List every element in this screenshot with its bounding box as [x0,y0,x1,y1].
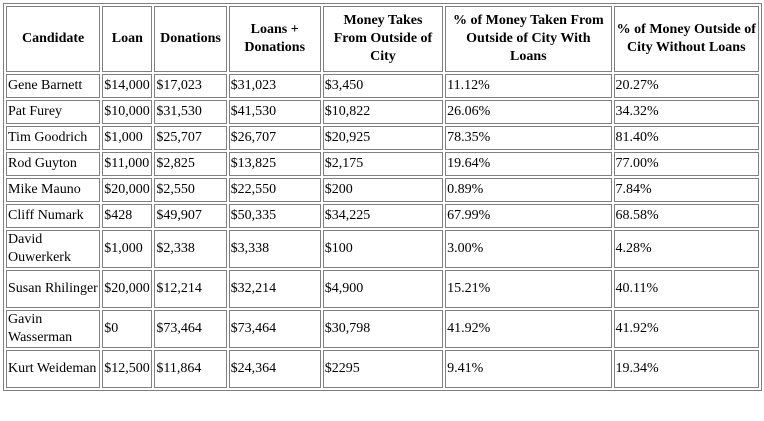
candidate-name: David Ouwerkerk [6,230,100,268]
header-loans-plus-donations: Loans + Donations [229,6,321,72]
loan-cell: $1,000 [102,230,152,268]
donations-cell: $25,707 [154,126,226,150]
donations-cell: $31,530 [154,100,226,124]
pct-without-loans-cell: 34.32% [614,100,759,124]
loan-cell: $11,000 [102,152,152,176]
loan-cell: $0 [102,310,152,348]
candidate-name: Rod Guyton [6,152,100,176]
total-cell: $32,214 [229,270,321,308]
total-cell: $31,023 [229,74,321,98]
candidate-name: Susan Rhilinger [6,270,100,308]
total-cell: $13,825 [229,152,321,176]
total-cell: $73,464 [229,310,321,348]
donations-cell: $17,023 [154,74,226,98]
candidate-name: Cliff Numark [6,204,100,228]
candidate-finance-table [3,3,762,391]
donations-cell: $2,550 [154,178,226,202]
total-cell: $24,364 [229,350,321,388]
outside-money-cell: $30,798 [323,310,443,348]
pct-without-loans-cell: 4.28% [614,230,759,268]
header-money-outside-city: Money Takes From Outside of City [323,6,443,72]
outside-money-cell: $3,450 [323,74,443,98]
table-row [6,204,759,228]
pct-with-loans-cell: 78.35% [445,126,611,150]
candidate-name: Tim Goodrich [6,126,100,150]
outside-money-cell: $100 [323,230,443,268]
donations-cell: $11,864 [154,350,226,388]
header-candidate: Candidate [6,6,100,72]
pct-without-loans-cell: 68.58% [614,204,759,228]
table-row [6,178,759,202]
candidate-name: Mike Mauno [6,178,100,202]
donations-cell: $2,338 [154,230,226,268]
table-row [6,310,759,348]
pct-without-loans-cell: 81.40% [614,126,759,150]
outside-money-cell: $34,225 [323,204,443,228]
table-row [6,230,759,268]
total-cell: $50,335 [229,204,321,228]
donations-cell: $73,464 [154,310,226,348]
pct-without-loans-cell: 40.11% [614,270,759,308]
pct-with-loans-cell: 9.41% [445,350,611,388]
donations-cell: $12,214 [154,270,226,308]
pct-without-loans-cell: 20.27% [614,74,759,98]
pct-without-loans-cell: 77.00% [614,152,759,176]
candidate-name: Kurt Weideman [6,350,100,388]
loan-cell: $10,000 [102,100,152,124]
table-row [6,100,759,124]
pct-with-loans-cell: 26.06% [445,100,611,124]
pct-with-loans-cell: 19.64% [445,152,611,176]
pct-without-loans-cell: 19.34% [614,350,759,388]
outside-money-cell: $10,822 [323,100,443,124]
candidate-name: Gene Barnett [6,74,100,98]
total-cell: $26,707 [229,126,321,150]
candidate-name: Pat Furey [6,100,100,124]
outside-money-cell: $20,925 [323,126,443,150]
outside-money-cell: $2,175 [323,152,443,176]
total-cell: $41,530 [229,100,321,124]
donations-cell: $2,825 [154,152,226,176]
pct-with-loans-cell: 41.92% [445,310,611,348]
table-row [6,350,759,388]
pct-without-loans-cell: 7.84% [614,178,759,202]
pct-with-loans-cell: 15.21% [445,270,611,308]
table-row [6,270,759,308]
donations-cell: $49,907 [154,204,226,228]
outside-money-cell: $200 [323,178,443,202]
loan-cell: $1,000 [102,126,152,150]
header-row [6,6,759,72]
header-pct-with-loans: % of Money Taken From Outside of City With Loans [445,6,611,72]
table-row [6,152,759,176]
total-cell: $22,550 [229,178,321,202]
loan-cell: $14,000 [102,74,152,98]
pct-with-loans-cell: 11.12% [445,74,611,98]
table-row [6,74,759,98]
pct-with-loans-cell: 67.99% [445,204,611,228]
table-row [6,126,759,150]
loan-cell: $20,000 [102,178,152,202]
loan-cell: $20,000 [102,270,152,308]
total-cell: $3,338 [229,230,321,268]
header-donations: Donations [154,6,226,72]
loan-cell: $12,500 [102,350,152,388]
candidate-name: Gavin Wasserman [6,310,100,348]
outside-money-cell: $4,900 [323,270,443,308]
loan-cell: $428 [102,204,152,228]
pct-with-loans-cell: 0.89% [445,178,611,202]
header-pct-without-loans: % of Money Outside of City Without Loans [614,6,759,72]
outside-money-cell: $2295 [323,350,443,388]
pct-without-loans-cell: 41.92% [614,310,759,348]
pct-with-loans-cell: 3.00% [445,230,611,268]
header-loan: Loan [102,6,152,72]
